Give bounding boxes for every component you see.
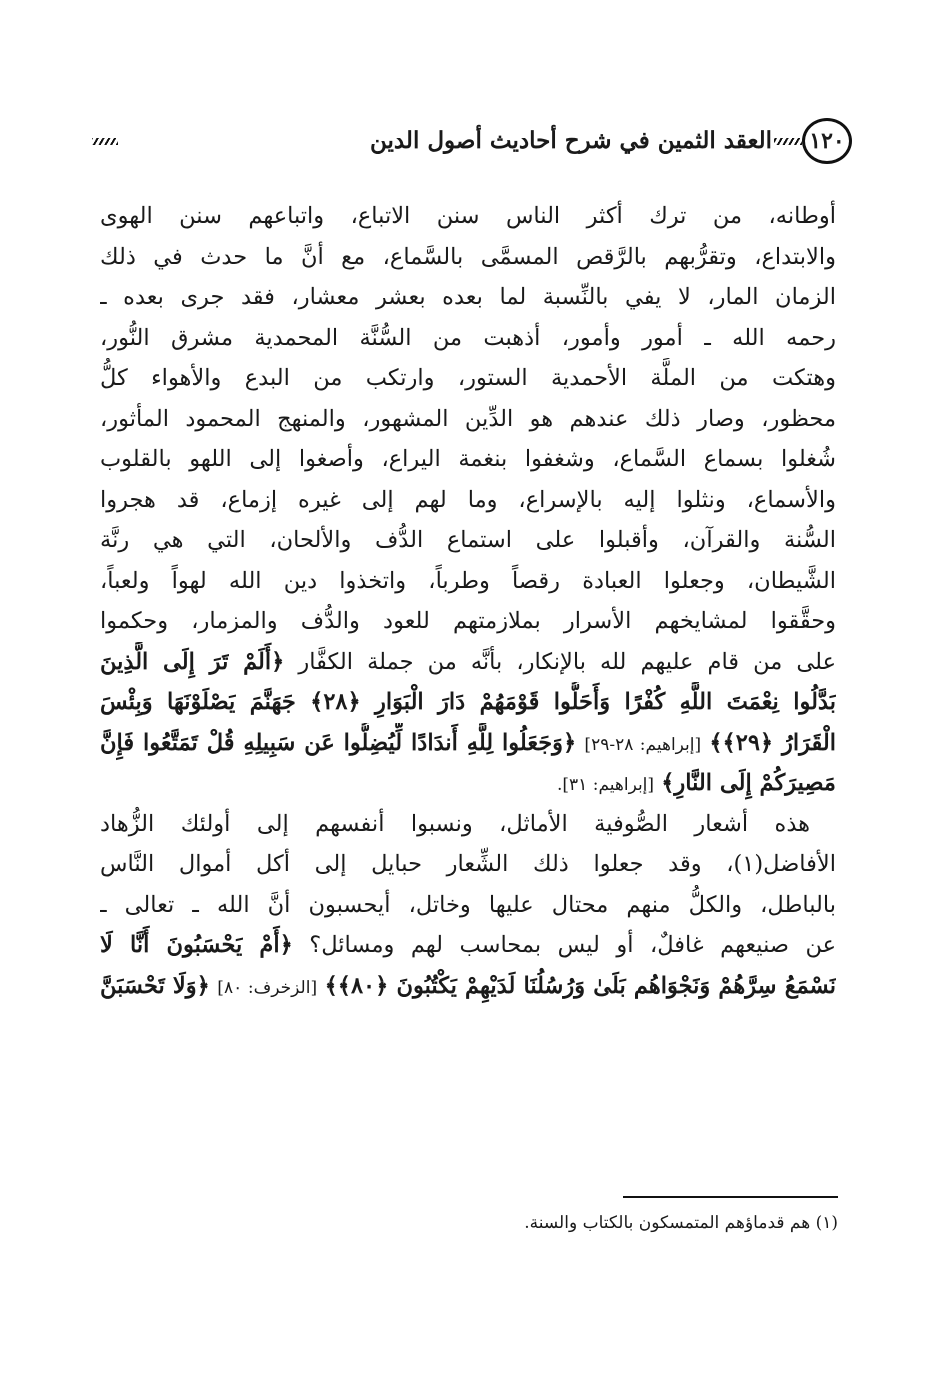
text-line: شُغلوا بسماع السَّماع، وشغفوا بنغمة اليراع، وأصغوا إلى اللهو بالقلوب — [100, 446, 836, 472]
text-line-with-verse — [100, 642, 836, 683]
text-line: وهتكت من الملَّة الأحمدية الستور، وارتكب من البدع والأهواء كلُّ — [100, 365, 836, 391]
quran-verse: ﴿أَمْ يَحْسَبُونَ أَنَّا لَا — [100, 932, 293, 958]
text-line: أوطانه، من ترك أكثر الناس سنن الاتباع، واتباعهم سنن الهوى — [100, 203, 836, 229]
text-line: بالباطل، والكلُّ منهم محتال عليها وخاتل، أيحسبون أنَّ الله ـ تعالى ـ — [100, 891, 836, 918]
header-ornament-left — [92, 138, 118, 145]
text-line: وحقَّقوا لمشايخهم الأسرار بملازمتهم للعود والدُّف والمزمار، وحكموا — [100, 608, 836, 634]
text-line: السُّنة والقرآن، وأقبلوا على استماع الدُّف والألحان، التي هي رنَّة — [100, 527, 836, 553]
footnote: (١) هم قدماؤهم المتمسكون بالكتاب والسنة. — [524, 1213, 838, 1233]
page-header — [92, 118, 852, 168]
quran-verse: مَصِيرَكُمْ إِلَى النَّارِ﴾ — [661, 770, 836, 796]
text-line-with-verse — [100, 966, 836, 1007]
verse-citation: [إبراهيم: ٢٨-٢٩] — [584, 734, 702, 755]
text-line: محظور، وصار ذلك عندهم هو الدِّين المشهور، والمنهج المحمود المأثور، — [100, 405, 836, 432]
text-span: عن صنيعهم غافلٌ، أو ليس بمحاسب لهم ومسائل؟ — [309, 932, 836, 958]
text-line-with-verse — [100, 723, 836, 764]
header-ornament-right — [774, 138, 802, 145]
text-span: على من قام عليهم لله بالإنكار، بأنَّه من جملة الكفَّار — [298, 648, 836, 675]
text-line-with-verse — [100, 925, 836, 966]
running-title: العقد الثمين في شرح أحاديث أصول الدين — [369, 127, 772, 154]
quran-verse: الْقَرَارُ ﴿٢٩﴾﴾ — [709, 729, 836, 756]
page-number: ١٢٠ — [802, 118, 852, 164]
verse-citation: [الزخرف: ٨٠] — [217, 977, 318, 998]
text-line: الشَّيطان، وجعلوا العبادة رقصاً وطرباً، واتخذوا دين الله لهواً ولعباً، — [100, 567, 836, 594]
quran-verse: ﴿وَلَا تَحْسَبَنَّ — [100, 972, 210, 999]
footnote-divider — [623, 1196, 838, 1198]
text-line: والابتداع، وتقرُّبهم بالرَّقص المسمَّى بالسَّماع، مع أنَّ ما حدث في ذلك — [100, 243, 836, 270]
text-line: هذه أشعار الصُّوفية الأماثل، ونسبوا أنفسهم إلى أولئك الزُّهاد — [100, 810, 810, 837]
quran-verse: نَسْمَعُ سِرَّهُمْ وَنَجْوَاهُم بَلَىٰ وَرُسُلُنَا لَدَيْهِمْ يَكْتُبُونَ ﴿٨٠﴾﴾ — [324, 972, 836, 999]
text-line: الزمان المار، لا يفي بالنِّسبة لما بعده بعشر معشار، فقد جرى بعده ـ — [100, 284, 836, 310]
quran-verse-line: بَدَّلُوا نِعْمَتَ اللَّهِ كُفْرًا وَأَحَلُّوا قَوْمَهُمْ دَارَ الْبَوَارِ ﴿٢٨﴾ جَهَنَّمَ يَصْلَوْنَهَا وَبِئْسَ — [100, 689, 836, 715]
text-line-with-verse — [100, 763, 836, 804]
quran-verse: ﴿أَلَمْ تَرَ إِلَى الَّذِينَ — [100, 648, 285, 675]
quran-verse: ﴿وَجَعَلُوا لِلَّهِ أَندَادًا لِّيُضِلُّوا عَن سَبِيلِهِ قُلْ تَمَتَّعُوا فَإِنَّ — [100, 729, 577, 756]
text-line: والأسماع، ونثلوا إليه بالإسراع، وما لهم إلى غيره إزماع، قد هجروا — [100, 486, 836, 513]
verse-citation: [إبراهيم: ٣١]. — [557, 775, 655, 795]
body-text — [100, 196, 836, 1006]
text-line: الأفاضل(١)، وقد جعلوا ذلك الشِّعار حبايل إلى أكل أموال النَّاس — [100, 851, 836, 877]
text-line: رحمه الله ـ أمور وأمور، أذهبت من السُّنَّة المحمدية مشرق النُّور، — [100, 324, 836, 351]
